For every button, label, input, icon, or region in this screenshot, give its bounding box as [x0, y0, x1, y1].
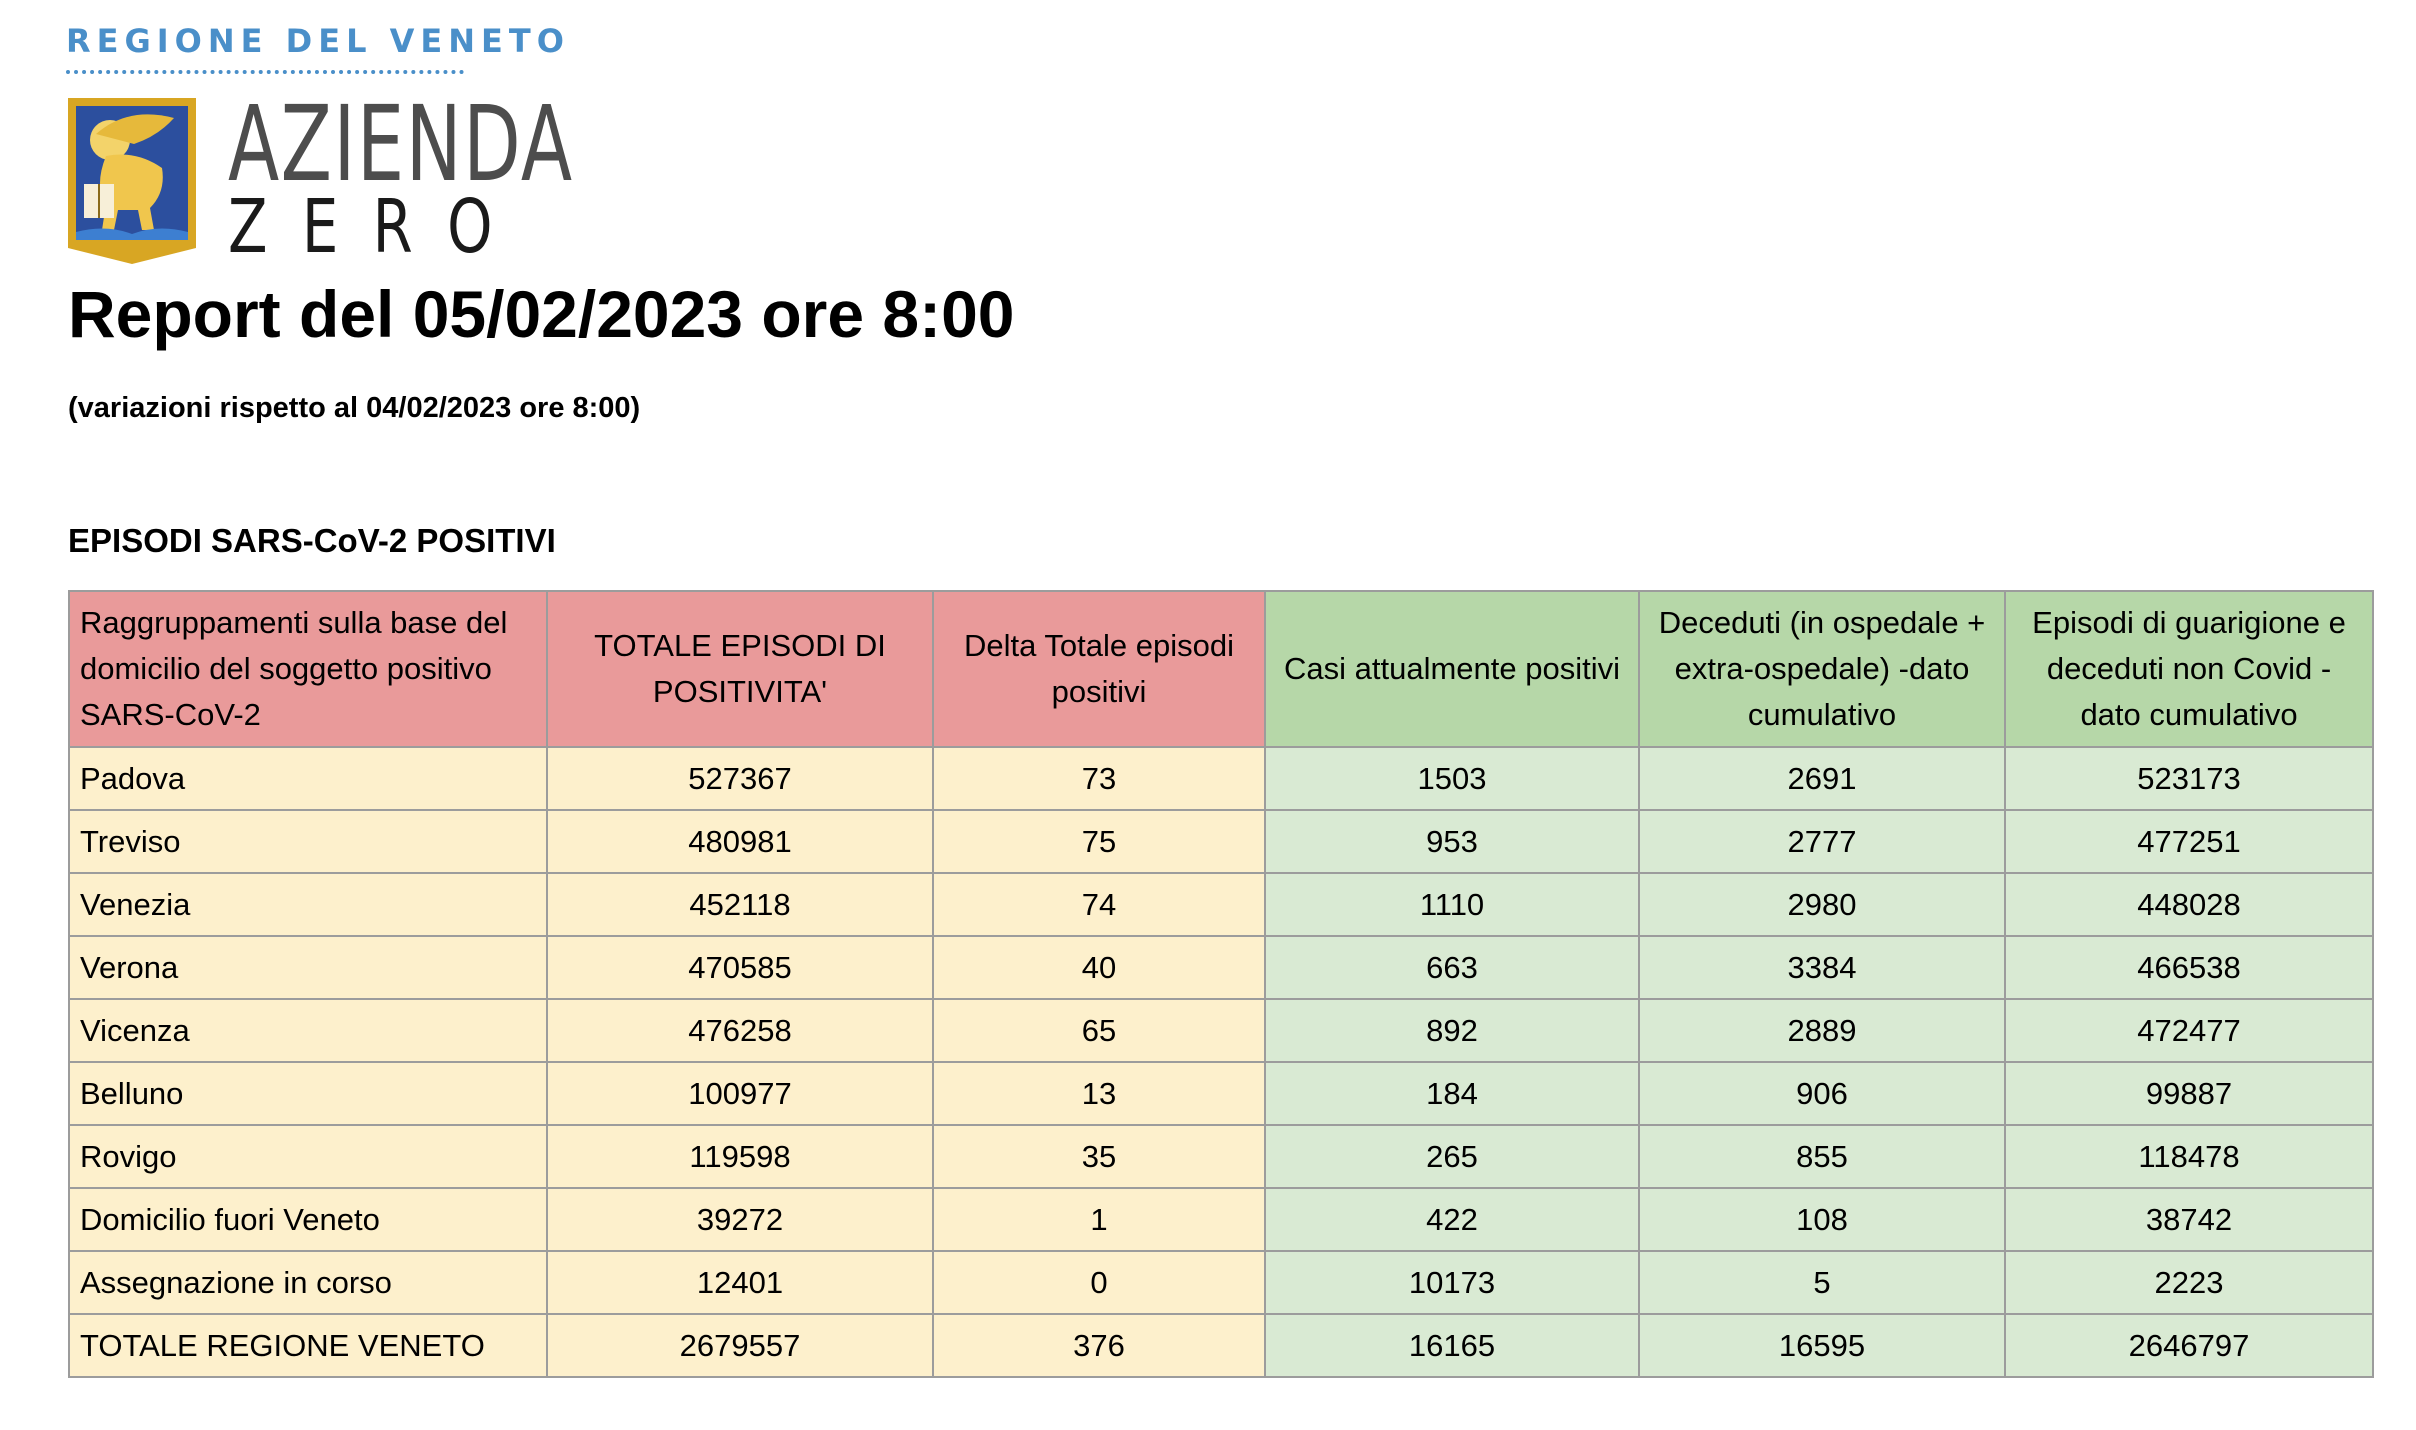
cell-area: Assegnazione in corso — [69, 1251, 547, 1314]
table-row — [69, 873, 2373, 936]
cell-positive: 663 — [1265, 936, 1639, 999]
logo-zero-text: ZERO — [228, 184, 527, 270]
cell-delta: 13 — [933, 1062, 1265, 1125]
section-title: EPISODI SARS-CoV-2 POSITIVI — [68, 522, 556, 559]
cell-deceased: 16595 — [1639, 1314, 2005, 1377]
cell-positive: 953 — [1265, 810, 1639, 873]
cell-recovered: 118478 — [2005, 1125, 2373, 1188]
cell-deceased: 2777 — [1639, 810, 2005, 873]
cell-positive: 422 — [1265, 1188, 1639, 1251]
header-recovered: Episodi di guarigione e deceduti non Covid - dato cumulativo — [2005, 591, 2373, 747]
table-row — [69, 1188, 2373, 1251]
cell-recovered: 2223 — [2005, 1251, 2373, 1314]
lion-of-saint-mark-crest-icon — [66, 96, 198, 266]
cell-delta: 65 — [933, 999, 1265, 1062]
cell-area: Domicilio fuori Veneto — [69, 1188, 547, 1251]
header-grouping: Raggruppamenti sulla base del domicilio del soggetto positivo SARS-CoV-2 — [69, 591, 547, 747]
cell-total: 119598 — [547, 1125, 933, 1188]
table-row — [69, 747, 2373, 810]
cell-total: 39272 — [547, 1188, 933, 1251]
cell-positive: 16165 — [1265, 1314, 1639, 1377]
cell-positive: 265 — [1265, 1125, 1639, 1188]
report-subtitle: (variazioni rispetto al 04/02/2023 ore 8:00) — [68, 392, 641, 424]
report-title: Report del 05/02/2023 ore 8:00 — [68, 277, 1015, 351]
cell-area: Padova — [69, 747, 547, 810]
cell-recovered: 99887 — [2005, 1062, 2373, 1125]
cell-deceased: 108 — [1639, 1188, 2005, 1251]
azienda-zero-logo — [66, 22, 574, 270]
cell-area: Verona — [69, 936, 547, 999]
cell-delta: 35 — [933, 1125, 1265, 1188]
positive-episodes-table — [68, 590, 2374, 1378]
table-row — [69, 1125, 2373, 1188]
cell-area: Belluno — [69, 1062, 547, 1125]
cell-delta: 40 — [933, 936, 1265, 999]
cell-deceased: 855 — [1639, 1125, 2005, 1188]
cell-total: 480981 — [547, 810, 933, 873]
logo-azienda-text: AZIENDA — [228, 83, 574, 205]
cell-recovered: 38742 — [2005, 1188, 2373, 1251]
cell-area: TOTALE REGIONE VENETO — [69, 1314, 547, 1377]
cell-recovered: 477251 — [2005, 810, 2373, 873]
cell-delta: 1 — [933, 1188, 1265, 1251]
cell-recovered: 523173 — [2005, 747, 2373, 810]
cell-delta: 376 — [933, 1314, 1265, 1377]
cell-area: Rovigo — [69, 1125, 547, 1188]
table-row — [69, 1062, 2373, 1125]
cell-deceased: 5 — [1639, 1251, 2005, 1314]
cell-area: Vicenza — [69, 999, 547, 1062]
header-total-episodes: TOTALE EPISODI DI POSITIVITA' — [547, 591, 933, 747]
header-delta-total: Delta Totale episodi positivi — [933, 591, 1265, 747]
header-deceased: Deceduti (in ospedale + extra-ospedale) -dato cumulativo — [1639, 591, 2005, 747]
cell-recovered: 472477 — [2005, 999, 2373, 1062]
cell-total: 470585 — [547, 936, 933, 999]
cell-deceased: 2980 — [1639, 873, 2005, 936]
table-row — [69, 999, 2373, 1062]
cell-area: Venezia — [69, 873, 547, 936]
table-header-row — [69, 591, 2373, 747]
table-row — [69, 936, 2373, 999]
cell-deceased: 2889 — [1639, 999, 2005, 1062]
header-currently-positive: Casi attualmente positivi — [1265, 591, 1639, 747]
cell-deceased: 3384 — [1639, 936, 2005, 999]
table-row — [69, 810, 2373, 873]
cell-delta: 74 — [933, 873, 1265, 936]
cell-positive: 1110 — [1265, 873, 1639, 936]
cell-recovered: 2646797 — [2005, 1314, 2373, 1377]
logo-region-text: REGIONE DEL VENETO — [66, 22, 570, 60]
cell-delta: 0 — [933, 1251, 1265, 1314]
cell-positive: 892 — [1265, 999, 1639, 1062]
cell-total: 527367 — [547, 747, 933, 810]
cell-recovered: 466538 — [2005, 936, 2373, 999]
cell-total: 452118 — [547, 873, 933, 936]
cell-recovered: 448028 — [2005, 873, 2373, 936]
cell-area: Treviso — [69, 810, 547, 873]
table-row-total — [69, 1314, 2373, 1377]
cell-delta: 73 — [933, 747, 1265, 810]
cell-deceased: 906 — [1639, 1062, 2005, 1125]
logo-dotted-divider — [66, 70, 464, 74]
cell-delta: 75 — [933, 810, 1265, 873]
table-row — [69, 1251, 2373, 1314]
cell-total: 100977 — [547, 1062, 933, 1125]
cell-positive: 10173 — [1265, 1251, 1639, 1314]
cell-total: 2679557 — [547, 1314, 933, 1377]
cell-total: 476258 — [547, 999, 933, 1062]
cell-positive: 184 — [1265, 1062, 1639, 1125]
cell-deceased: 2691 — [1639, 747, 2005, 810]
cell-total: 12401 — [547, 1251, 933, 1314]
cell-positive: 1503 — [1265, 747, 1639, 810]
